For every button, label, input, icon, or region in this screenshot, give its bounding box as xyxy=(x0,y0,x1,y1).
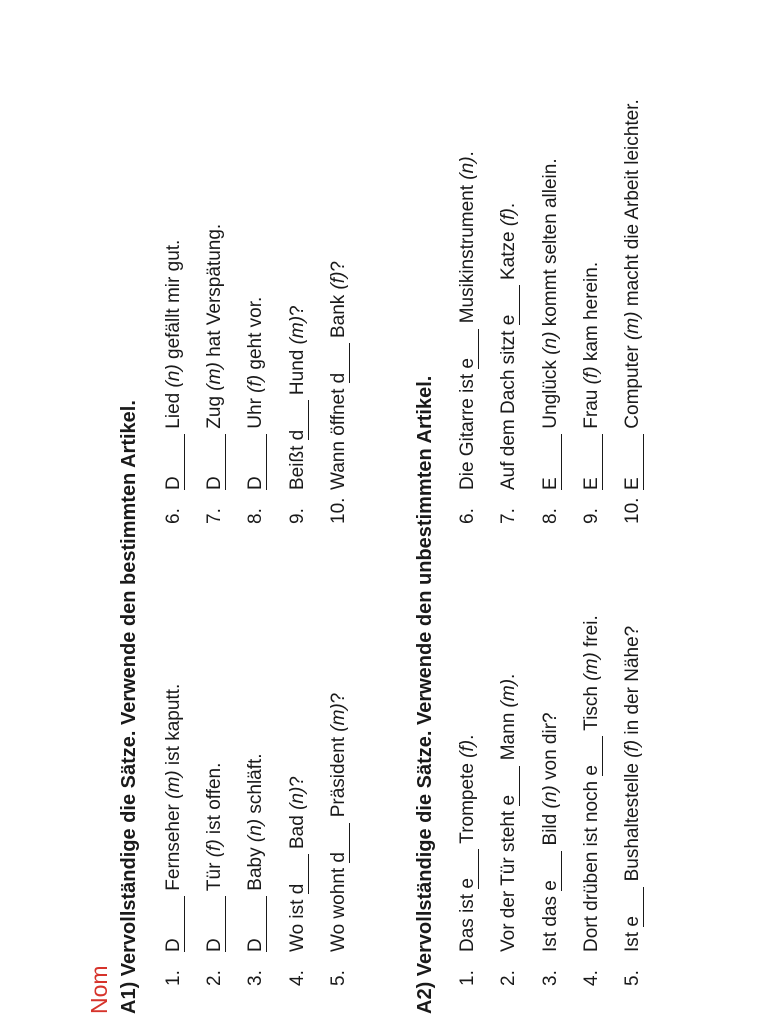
item-number: 5. xyxy=(622,970,643,986)
article-blank: D xyxy=(164,896,185,952)
item-text: Fernseher xyxy=(163,798,184,896)
item-number: 2. xyxy=(204,970,225,986)
article-blank: D xyxy=(164,434,185,490)
exercise-item xyxy=(499,674,520,986)
item-text: Dort drüben ist noch xyxy=(581,775,602,952)
item-text: Lied xyxy=(163,387,184,434)
article-blank: e xyxy=(582,736,603,776)
item-text: frei. xyxy=(581,615,602,653)
article-blank: d xyxy=(329,343,350,383)
gender-marker: (n) xyxy=(163,364,184,388)
item-text: ? xyxy=(328,260,349,272)
item-text: Auf dem Dach sitzt xyxy=(498,325,519,490)
item-text: Musikinstrument xyxy=(457,179,478,329)
item-text: . xyxy=(498,673,519,679)
exercise-item xyxy=(499,203,520,524)
gender-marker: (f) xyxy=(204,839,225,858)
exercise-item xyxy=(288,776,309,986)
item-number: 8. xyxy=(540,508,561,524)
item-text: schläft. xyxy=(245,753,266,819)
gender-marker: (f) xyxy=(622,739,643,758)
item-number: 8. xyxy=(245,508,266,524)
article-blank: e xyxy=(499,285,520,325)
item-text: Katze xyxy=(498,226,519,286)
gender-marker: (f) xyxy=(581,366,602,385)
exercise-item xyxy=(458,735,479,986)
exercise-item xyxy=(458,151,479,524)
gender-marker: (m) xyxy=(581,652,602,681)
item-text: gefällt mir gut. xyxy=(163,239,184,365)
item-text: Bad xyxy=(287,809,308,855)
gender-marker: (m) xyxy=(622,311,643,341)
article-blank: e xyxy=(623,887,644,927)
item-text: in der Nähe? xyxy=(622,625,643,740)
item-text: Vor der Tür steht xyxy=(498,805,519,952)
item-number: 6. xyxy=(457,508,478,524)
item-text: Bank xyxy=(328,289,349,344)
exercise-item xyxy=(246,753,267,986)
item-text: ? xyxy=(287,305,308,316)
gender-marker: (f) xyxy=(457,739,478,758)
article-blank: E xyxy=(623,434,644,490)
article-blank: D xyxy=(205,434,226,490)
article-blank: e xyxy=(458,849,479,889)
item-text: Wo wohnt xyxy=(328,862,349,952)
item-number: 10. xyxy=(328,497,349,524)
item-text: Bushaltestelle xyxy=(622,757,643,887)
gender-marker: (n) xyxy=(457,156,478,180)
item-text: ? xyxy=(287,776,308,787)
item-text: Ist das xyxy=(540,890,561,952)
article-blank: e xyxy=(541,851,562,891)
gender-marker: (f) xyxy=(328,271,349,290)
exercise-item xyxy=(623,626,644,986)
item-number: 2. xyxy=(498,970,519,986)
article-blank: d xyxy=(288,854,309,894)
gender-marker: (n) xyxy=(245,818,266,843)
item-text: Bild xyxy=(540,808,561,851)
item-text: Wo ist xyxy=(287,894,308,952)
exercise-item xyxy=(205,763,226,986)
item-text: . xyxy=(498,202,519,209)
exercise-item xyxy=(623,99,644,524)
article-blank: d xyxy=(288,400,309,440)
item-text: ist offen. xyxy=(204,762,225,840)
item-number: 7. xyxy=(204,508,225,524)
item-text: kommt selten allein. xyxy=(540,158,561,332)
item-number: 4. xyxy=(287,970,308,986)
exercise-item xyxy=(582,615,603,986)
item-number: 3. xyxy=(245,970,266,986)
item-number: 1. xyxy=(457,970,478,986)
item-number: 3. xyxy=(540,970,561,986)
gender-marker: (m) xyxy=(287,315,308,345)
item-text: geht vor. xyxy=(245,296,266,375)
gender-marker: (m) xyxy=(498,678,519,708)
item-number: 9. xyxy=(581,508,602,524)
gender-marker: (f) xyxy=(498,208,519,227)
gender-marker: (n) xyxy=(540,331,561,355)
gender-marker: (f) xyxy=(245,374,266,393)
item-number: 4. xyxy=(581,970,602,986)
article-blank: D xyxy=(246,434,267,490)
item-text: hat Verspätung. xyxy=(204,223,225,363)
exercise-item xyxy=(246,297,267,524)
item-number: 1. xyxy=(163,970,184,986)
item-text: Tisch xyxy=(581,680,602,736)
item-text: Uhr xyxy=(245,392,266,434)
item-text: ist kaputt. xyxy=(163,683,184,771)
gender-marker: (n) xyxy=(287,786,308,810)
item-text: Trompete xyxy=(457,757,478,849)
exercise-item xyxy=(329,693,350,986)
exercise-item xyxy=(541,158,562,524)
item-text: Baby xyxy=(245,842,266,896)
exercise-item xyxy=(329,261,350,524)
item-text: Unglück xyxy=(540,354,561,434)
item-text: kam herein. xyxy=(581,261,602,367)
item-number: 9. xyxy=(287,508,308,524)
gender-marker: (n) xyxy=(540,785,561,809)
exercise-a1-heading: A1) Vervollständige die Sätze. Verwende den bestimmten Artikel. xyxy=(118,400,140,1014)
item-text: Wann öffnet xyxy=(328,383,349,490)
exercise-item xyxy=(541,712,562,986)
item-number: 10. xyxy=(622,497,643,524)
item-text: macht die Arbeit leichter. xyxy=(622,99,643,312)
exercise-item xyxy=(582,262,603,524)
item-text: Mann xyxy=(498,707,519,766)
exercise-item xyxy=(164,684,185,986)
item-text: von dir? xyxy=(540,712,561,786)
exercise-item xyxy=(205,224,226,524)
exercise-a2-heading: A2) Vervollständige die Sätze. Verwende den unbestimmten Artikel. xyxy=(414,375,436,1014)
article-blank: d xyxy=(329,823,350,863)
item-text: . xyxy=(457,734,478,740)
item-text: Zug xyxy=(204,390,225,434)
item-text: Tür xyxy=(204,857,225,896)
item-text: Frau xyxy=(581,384,602,434)
article-blank: e xyxy=(499,766,520,806)
item-text: Präsident xyxy=(328,731,349,823)
item-text: . xyxy=(457,151,478,157)
article-blank: e xyxy=(458,329,479,369)
item-text: Das ist xyxy=(457,888,478,952)
exercise-item xyxy=(164,240,185,524)
item-text: Computer xyxy=(622,340,643,434)
item-text: Beißt xyxy=(287,440,308,490)
gender-marker: (m) xyxy=(328,703,349,732)
item-number: 5. xyxy=(328,970,349,986)
article-blank: E xyxy=(582,434,603,490)
gender-marker: (m) xyxy=(204,362,225,391)
item-text: Hund xyxy=(287,344,308,401)
item-text: Die Gitarre ist xyxy=(457,368,478,490)
article-blank: D xyxy=(205,896,226,952)
gender-marker: (m) xyxy=(163,770,184,799)
item-number: 7. xyxy=(498,508,519,524)
name-label: Nom xyxy=(86,965,112,1014)
item-number: 6. xyxy=(163,508,184,524)
item-text: Ist xyxy=(622,926,643,952)
item-text: ? xyxy=(328,692,349,704)
article-blank: D xyxy=(246,896,267,952)
exercise-item xyxy=(288,305,309,524)
article-blank: E xyxy=(541,434,562,490)
